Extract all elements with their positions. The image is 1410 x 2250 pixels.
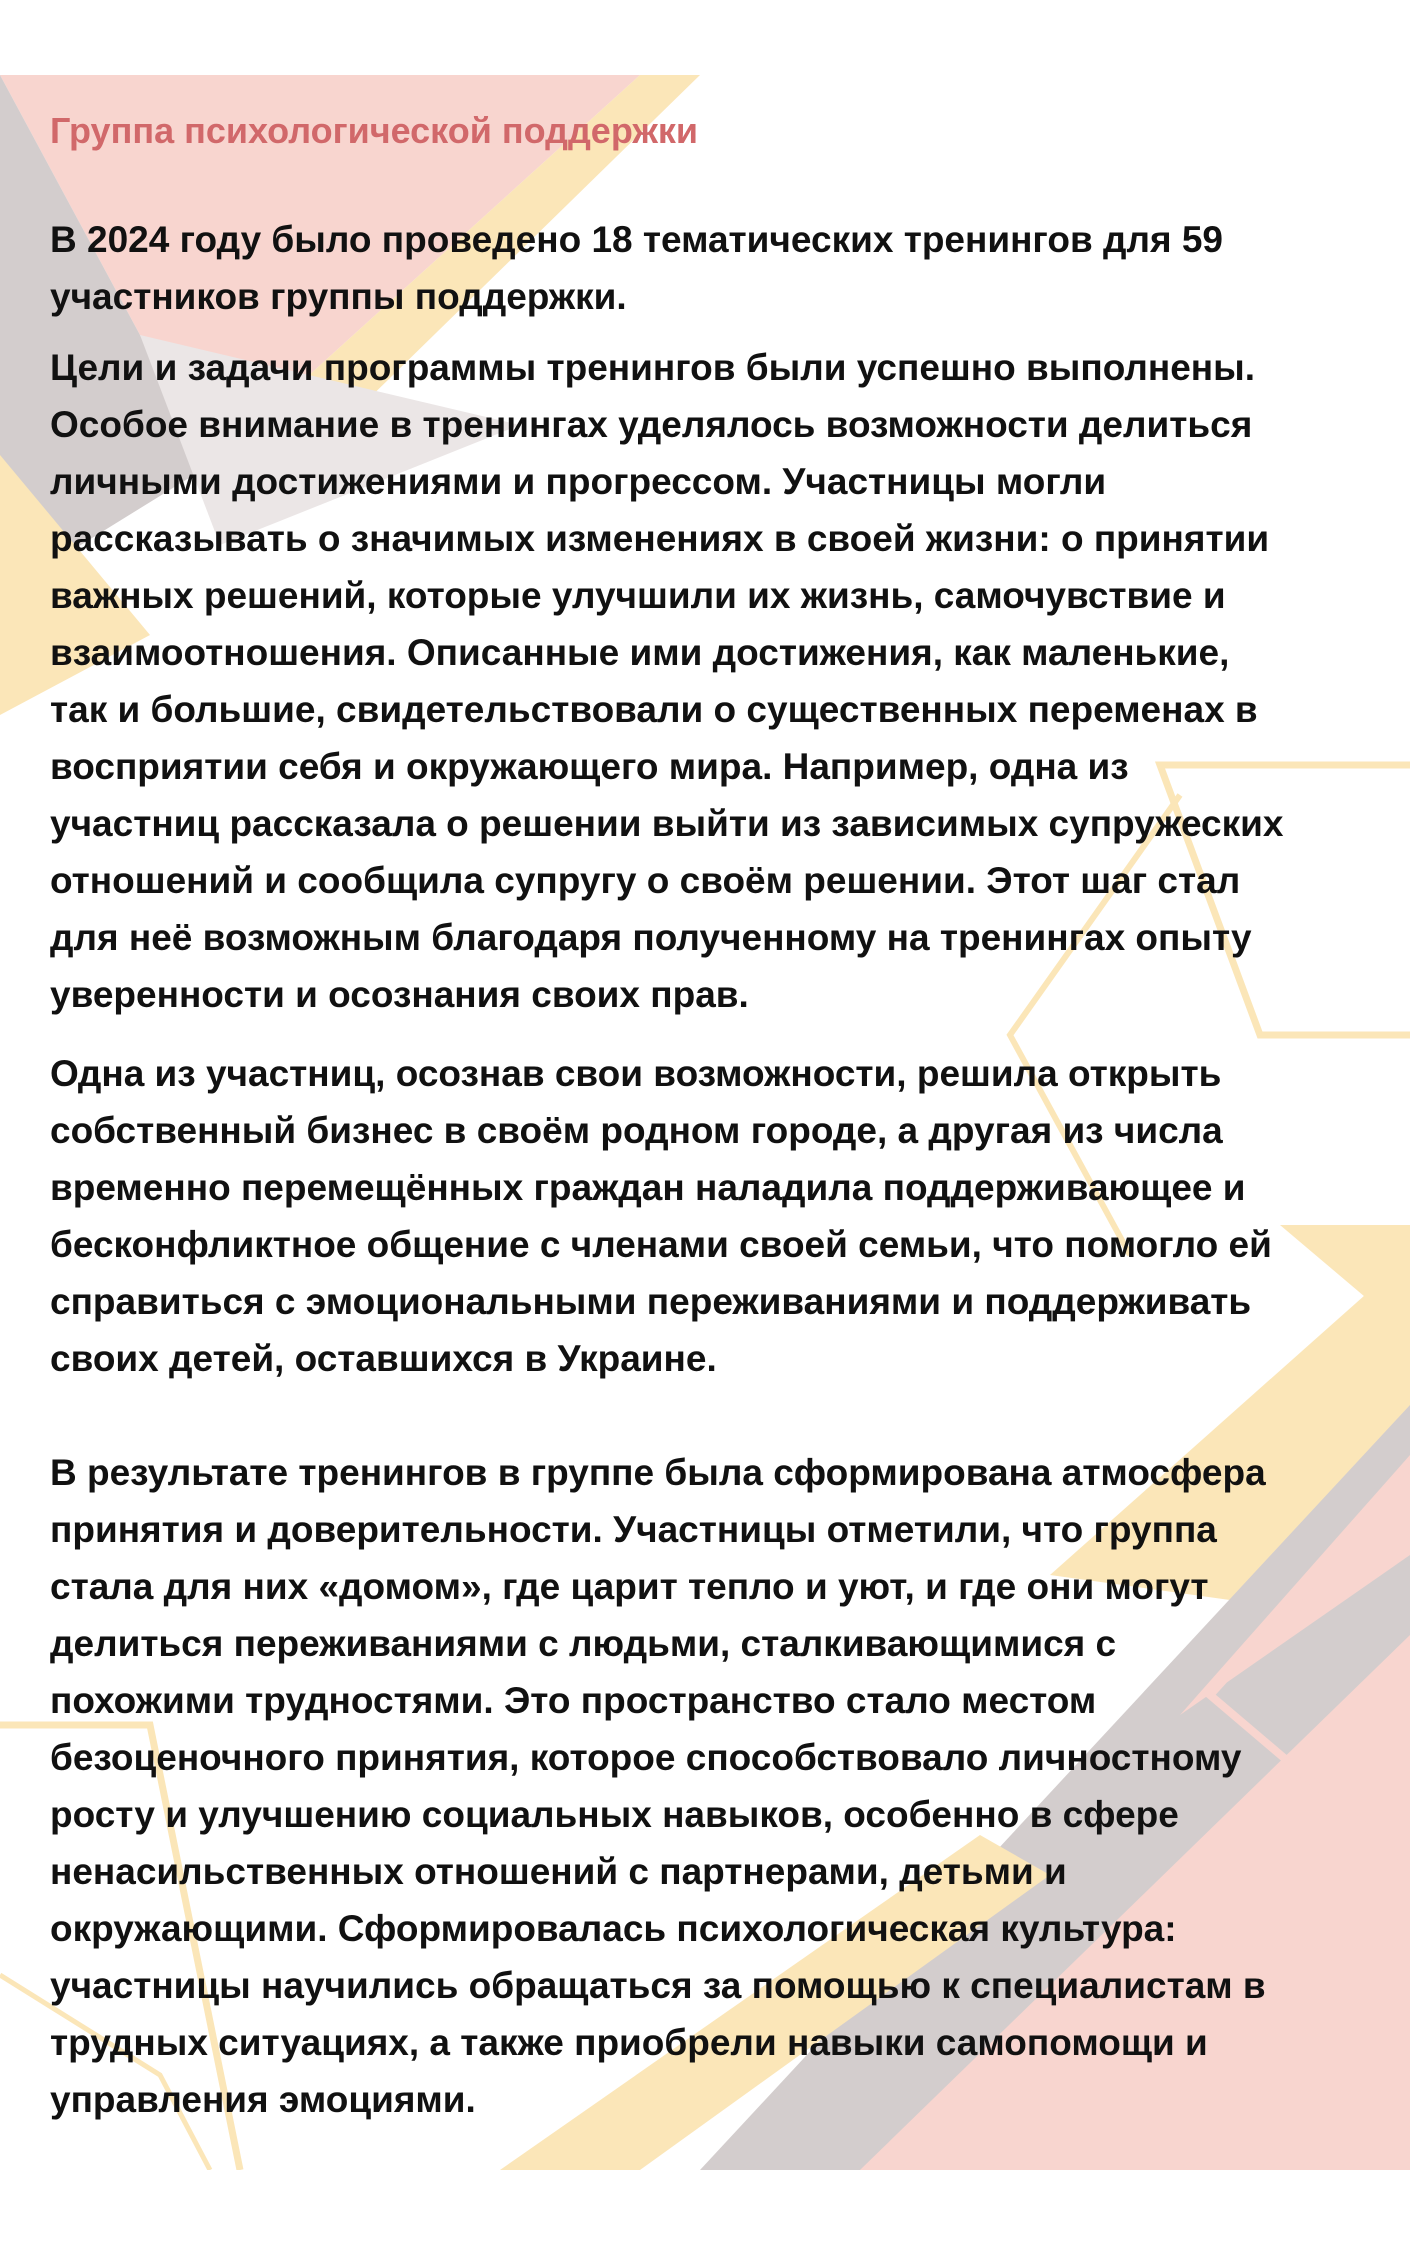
document-content <box>50 105 1390 2128</box>
document-page <box>0 75 1410 2170</box>
paragraph-goals: Цели и задачи программы тренингов были успешно выполнены. Особое внимание в тренингах уделялось возможности делиться личными достижениями и прогрессом. Участницы могли рассказывать о значимых изменениях в своей жизни: о принятии важных решений, которые улучшили их жизнь, самочувствие и взаимоотношения. Описанные ими достижения, как маленькие, так и большие, свидетельствовали о существенных переменах в восприятии себя и окружающего мира. Например, одна из участниц рассказала о решении выйти из зависимых супружеских отношений и сообщила супругу о своём решении. Этот шаг стал для неё возможным благодаря полученному на тренингах опыту уверенности и осознания своих прав. <box>50 347 1284 1015</box>
document-title: Группа психологической поддержки <box>50 110 699 151</box>
paragraph-results: В результате тренингов в группе была сформирована атмосфера принятия и доверительности. Участницы отметили, что группа стала для них «домом», где царит тепло и уют, и где они могут делиться переживаниями с людьми, сталкивающимися с похожими трудностями. Это пространство стало местом безоценочного принятия, которое способствовало личностному росту и улучшению социальных навыков, особенно в сфере ненасильственных отношений с партнерами, детьми и окружающими. Сформировалась психологическая культура: участницы научились обращаться за помощью к специалистам в трудных ситуациях, а также приобрели навыки самопомощи и управления эмоциями. <box>50 1452 1266 2120</box>
paragraph-examples: Одна из участниц, осознав свои возможности, решила открыть собственный бизнес в своём родном городе, а другая из числа временно перемещённых граждан наладила поддерживающее и бесконфликтное общение с членами своей семьи, что помогло ей справиться с эмоциональными переживаниями и поддерживать своих детей, оставшихся в Украине. <box>50 1053 1272 1379</box>
paragraph-summary: В 2024 году было проведено 18 тематических тренингов для 59 участников группы поддержки. <box>50 219 1223 317</box>
